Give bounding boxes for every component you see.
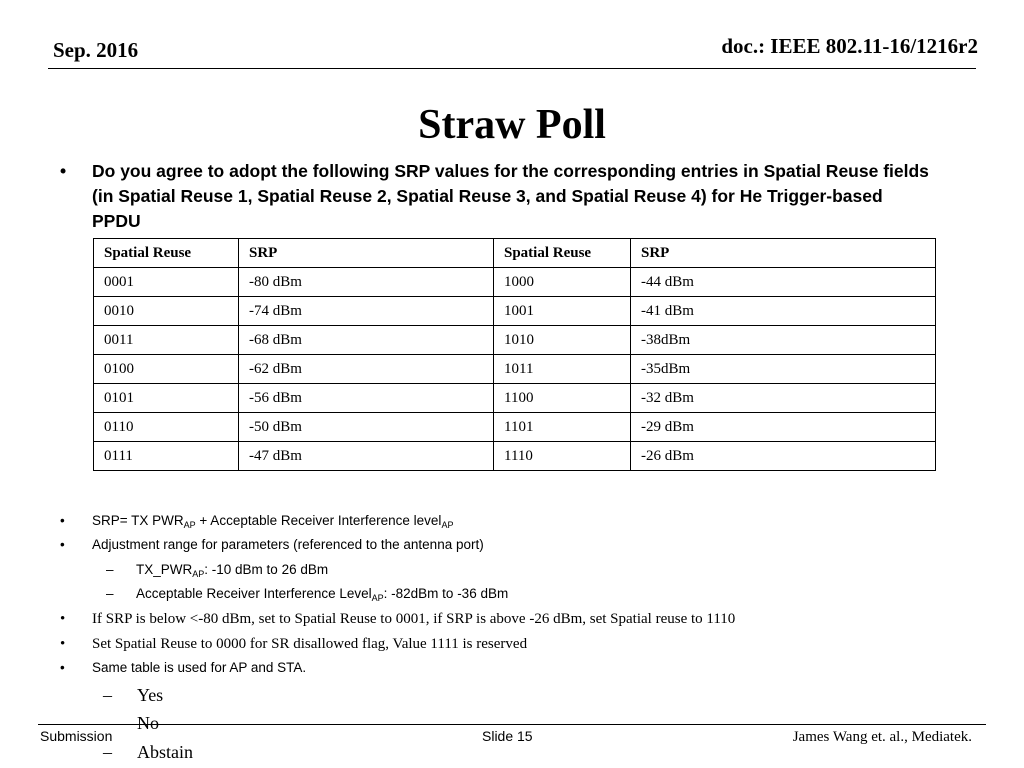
table-cell: 0110 bbox=[94, 413, 239, 442]
bullet: • bbox=[60, 537, 65, 552]
table-cell: 1110 bbox=[494, 442, 631, 471]
table-cell: 1000 bbox=[494, 268, 631, 297]
dash: – bbox=[106, 586, 114, 601]
table-row bbox=[94, 326, 936, 355]
footer-author: James Wang et. al., Mediatek. bbox=[792, 729, 972, 745]
footer-divider bbox=[38, 724, 986, 725]
table-header-cell: SRP bbox=[631, 239, 936, 268]
footer-submission: Submission bbox=[40, 728, 113, 744]
table-cell: 0100 bbox=[94, 355, 239, 384]
table-cell: -26 dBm bbox=[631, 442, 936, 471]
table-cell: 1100 bbox=[494, 384, 631, 413]
header-doc-id: doc.: IEEE 802.11-16/1216r2 bbox=[721, 34, 978, 58]
dash: – bbox=[103, 742, 112, 762]
poll-question-text: Do you agree to adopt the following SRP values for the corresponding entries in Spatial Reuse fields (in Spatial Reuse 1, Spatial Reuse 2, Spatial Reuse 3, and Spatial Reuse 4) for He Trigger-based PPDU bbox=[92, 161, 929, 231]
note-text: Acceptable Receiver Interference Level$_{AP}$: -82dBm to -36 dBm bbox=[136, 586, 509, 603]
table-cell: 0011 bbox=[94, 326, 239, 355]
table-cell: -38dBm bbox=[631, 326, 936, 355]
table-row bbox=[94, 297, 936, 326]
table-cell: 1001 bbox=[494, 297, 631, 326]
table-cell: 1011 bbox=[494, 355, 631, 384]
table-header-cell: Spatial Reuse bbox=[494, 239, 631, 268]
dash: – bbox=[103, 713, 112, 733]
table-cell: -32 dBm bbox=[631, 384, 936, 413]
footer-slide-number: Slide 15 bbox=[482, 728, 533, 744]
note-text: Same table is used for AP and STA. bbox=[92, 660, 307, 675]
table-cell: 0101 bbox=[94, 384, 239, 413]
table-row bbox=[94, 442, 936, 471]
slide-title: Straw Poll bbox=[418, 102, 606, 148]
table-cell: -74 dBm bbox=[239, 297, 494, 326]
table-cell: -35dBm bbox=[631, 355, 936, 384]
srp-table bbox=[93, 238, 936, 471]
table-cell: 1010 bbox=[494, 326, 631, 355]
table-row bbox=[94, 384, 936, 413]
table-cell: -41 dBm bbox=[631, 297, 936, 326]
table-row bbox=[94, 413, 936, 442]
table-header-cell: Spatial Reuse bbox=[94, 239, 239, 268]
table-header-cell: SRP bbox=[239, 239, 494, 268]
table-cell: 0111 bbox=[94, 442, 239, 471]
note-text: Set Spatial Reuse to 0000 for SR disallowed flag, Value 1111 is reserved bbox=[92, 636, 528, 652]
choice-label: Abstain bbox=[137, 742, 193, 762]
table-row bbox=[94, 268, 936, 297]
bullet: • bbox=[60, 636, 66, 652]
bullet: • bbox=[60, 161, 67, 181]
table-cell: -44 dBm bbox=[631, 268, 936, 297]
table-cell: -80 dBm bbox=[239, 268, 494, 297]
bullet: • bbox=[60, 513, 65, 528]
header-divider bbox=[48, 68, 976, 69]
dash: – bbox=[106, 562, 114, 577]
bullet: • bbox=[60, 611, 66, 627]
note-text: $TX\_PWR_{AP}$: -10 dBm to 26 dBm bbox=[136, 562, 329, 579]
table-cell: -68 dBm bbox=[239, 326, 494, 355]
table-cell: -62 dBm bbox=[239, 355, 494, 384]
table-header-row bbox=[94, 239, 936, 268]
table-cell: 0010 bbox=[94, 297, 239, 326]
table-cell: -50 dBm bbox=[239, 413, 494, 442]
choice-label: No bbox=[137, 713, 159, 733]
choice-label: Yes bbox=[137, 685, 164, 705]
table-cell: -29 dBm bbox=[631, 413, 936, 442]
note-text: SRP= TX $PWR_{AP}$ + Acceptable Receiver Interference level$_{AP}$ bbox=[92, 513, 454, 530]
note-text: Adjustment range for parameters (referenced to the antenna port) bbox=[92, 537, 484, 552]
header-date: Sep. 2016 bbox=[53, 38, 139, 62]
table-cell: 1101 bbox=[494, 413, 631, 442]
table-row bbox=[94, 355, 936, 384]
note-text: If SRP is below <-80 dBm, set to Spatial Reuse to 0001, if SRP is above -26 dBm, set Spatial reuse to 1110 bbox=[92, 611, 736, 627]
table-cell: -56 dBm bbox=[239, 384, 494, 413]
table-cell: 0001 bbox=[94, 268, 239, 297]
table-cell: -47 dBm bbox=[239, 442, 494, 471]
bullet: • bbox=[60, 660, 65, 675]
dash: – bbox=[103, 685, 112, 705]
